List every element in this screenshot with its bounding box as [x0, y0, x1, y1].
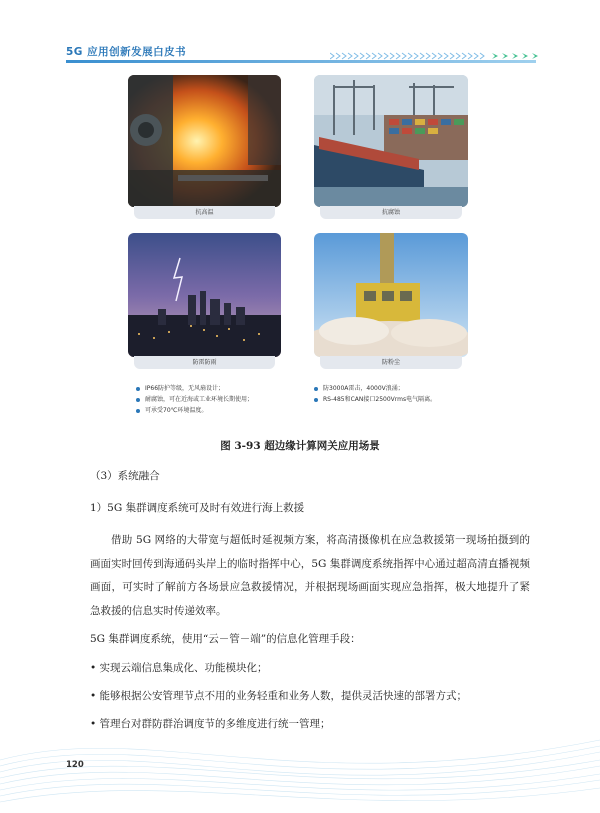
caption-dust-proof: 防粉尘 [320, 356, 462, 369]
mining-machine-image [314, 233, 468, 357]
figure-caption: 图 3-93 超边缘计算网关应用场景 [220, 440, 380, 452]
header-chevron-decoration [330, 52, 540, 60]
spec-item: RS-485和CAN接口2500Vrms电气隔离。 [314, 395, 436, 406]
caption-anti-corrosion: 抗腐蚀 [320, 206, 462, 219]
spec-list-left [136, 384, 253, 416]
photo-lightning-rain [128, 233, 281, 357]
city-lightning-image [128, 233, 281, 357]
footer-wave-decoration [0, 700, 600, 813]
container-port-image [314, 75, 468, 207]
body-paragraph-intro: 5G 集群调度系统，使用“云－管－端”的信息化管理手段： [90, 633, 361, 645]
spec-item: IP66防护等级，无风扇设计； [136, 384, 253, 395]
page-number: 120 [66, 760, 84, 770]
spec-list-right [314, 384, 436, 406]
steel-mill-image [128, 75, 281, 207]
body-paragraph: 借助 5G 网络的大带宽与超低时延视频方案，将高清摄像机在应急救援第一现场拍摄到的画面实时回传到海通码头岸上的临时指挥中心，5G 集群调度系统指挥中心通过超高清直播视频画面，可实时了解前方各场景应急救援情况，并根据现场画面实现应急指挥，极大地提升了紧急救援的信息实时传递效率。 [90, 534, 530, 617]
photo-high-temperature [128, 75, 281, 207]
spec-item: 防3000A雷击，4000V浪涌； [314, 384, 436, 395]
sub-heading: 1）5G 集群调度系统可及时有效进行海上救援 [90, 502, 305, 514]
bullet-item: • 管理台对群防群治调度节的多维度进行统一管理； [90, 718, 331, 730]
page-header [0, 0, 600, 70]
section-heading: （3）系统融合 [90, 470, 160, 482]
header-title: 5G 应用创新发展白皮书 [66, 46, 187, 58]
photo-anti-corrosion [314, 75, 468, 207]
spec-item: 耐腐蚀，可在近海或工业环境长期使用； [136, 395, 253, 406]
photo-dust-proof [314, 233, 468, 357]
bullet-item: • 实现云端信息集成化、功能模块化； [90, 662, 268, 674]
spec-item: 可承受70℃环境温度。 [136, 406, 253, 417]
caption-lightning-rain: 防雷防雨 [134, 356, 275, 369]
bullet-item: • 能够根据公安管理节点不用的业务轻重和业务人数，提供灵活快速的部署方式； [90, 690, 468, 702]
header-rule [66, 60, 536, 63]
caption-high-temperature: 抗高温 [134, 206, 275, 219]
